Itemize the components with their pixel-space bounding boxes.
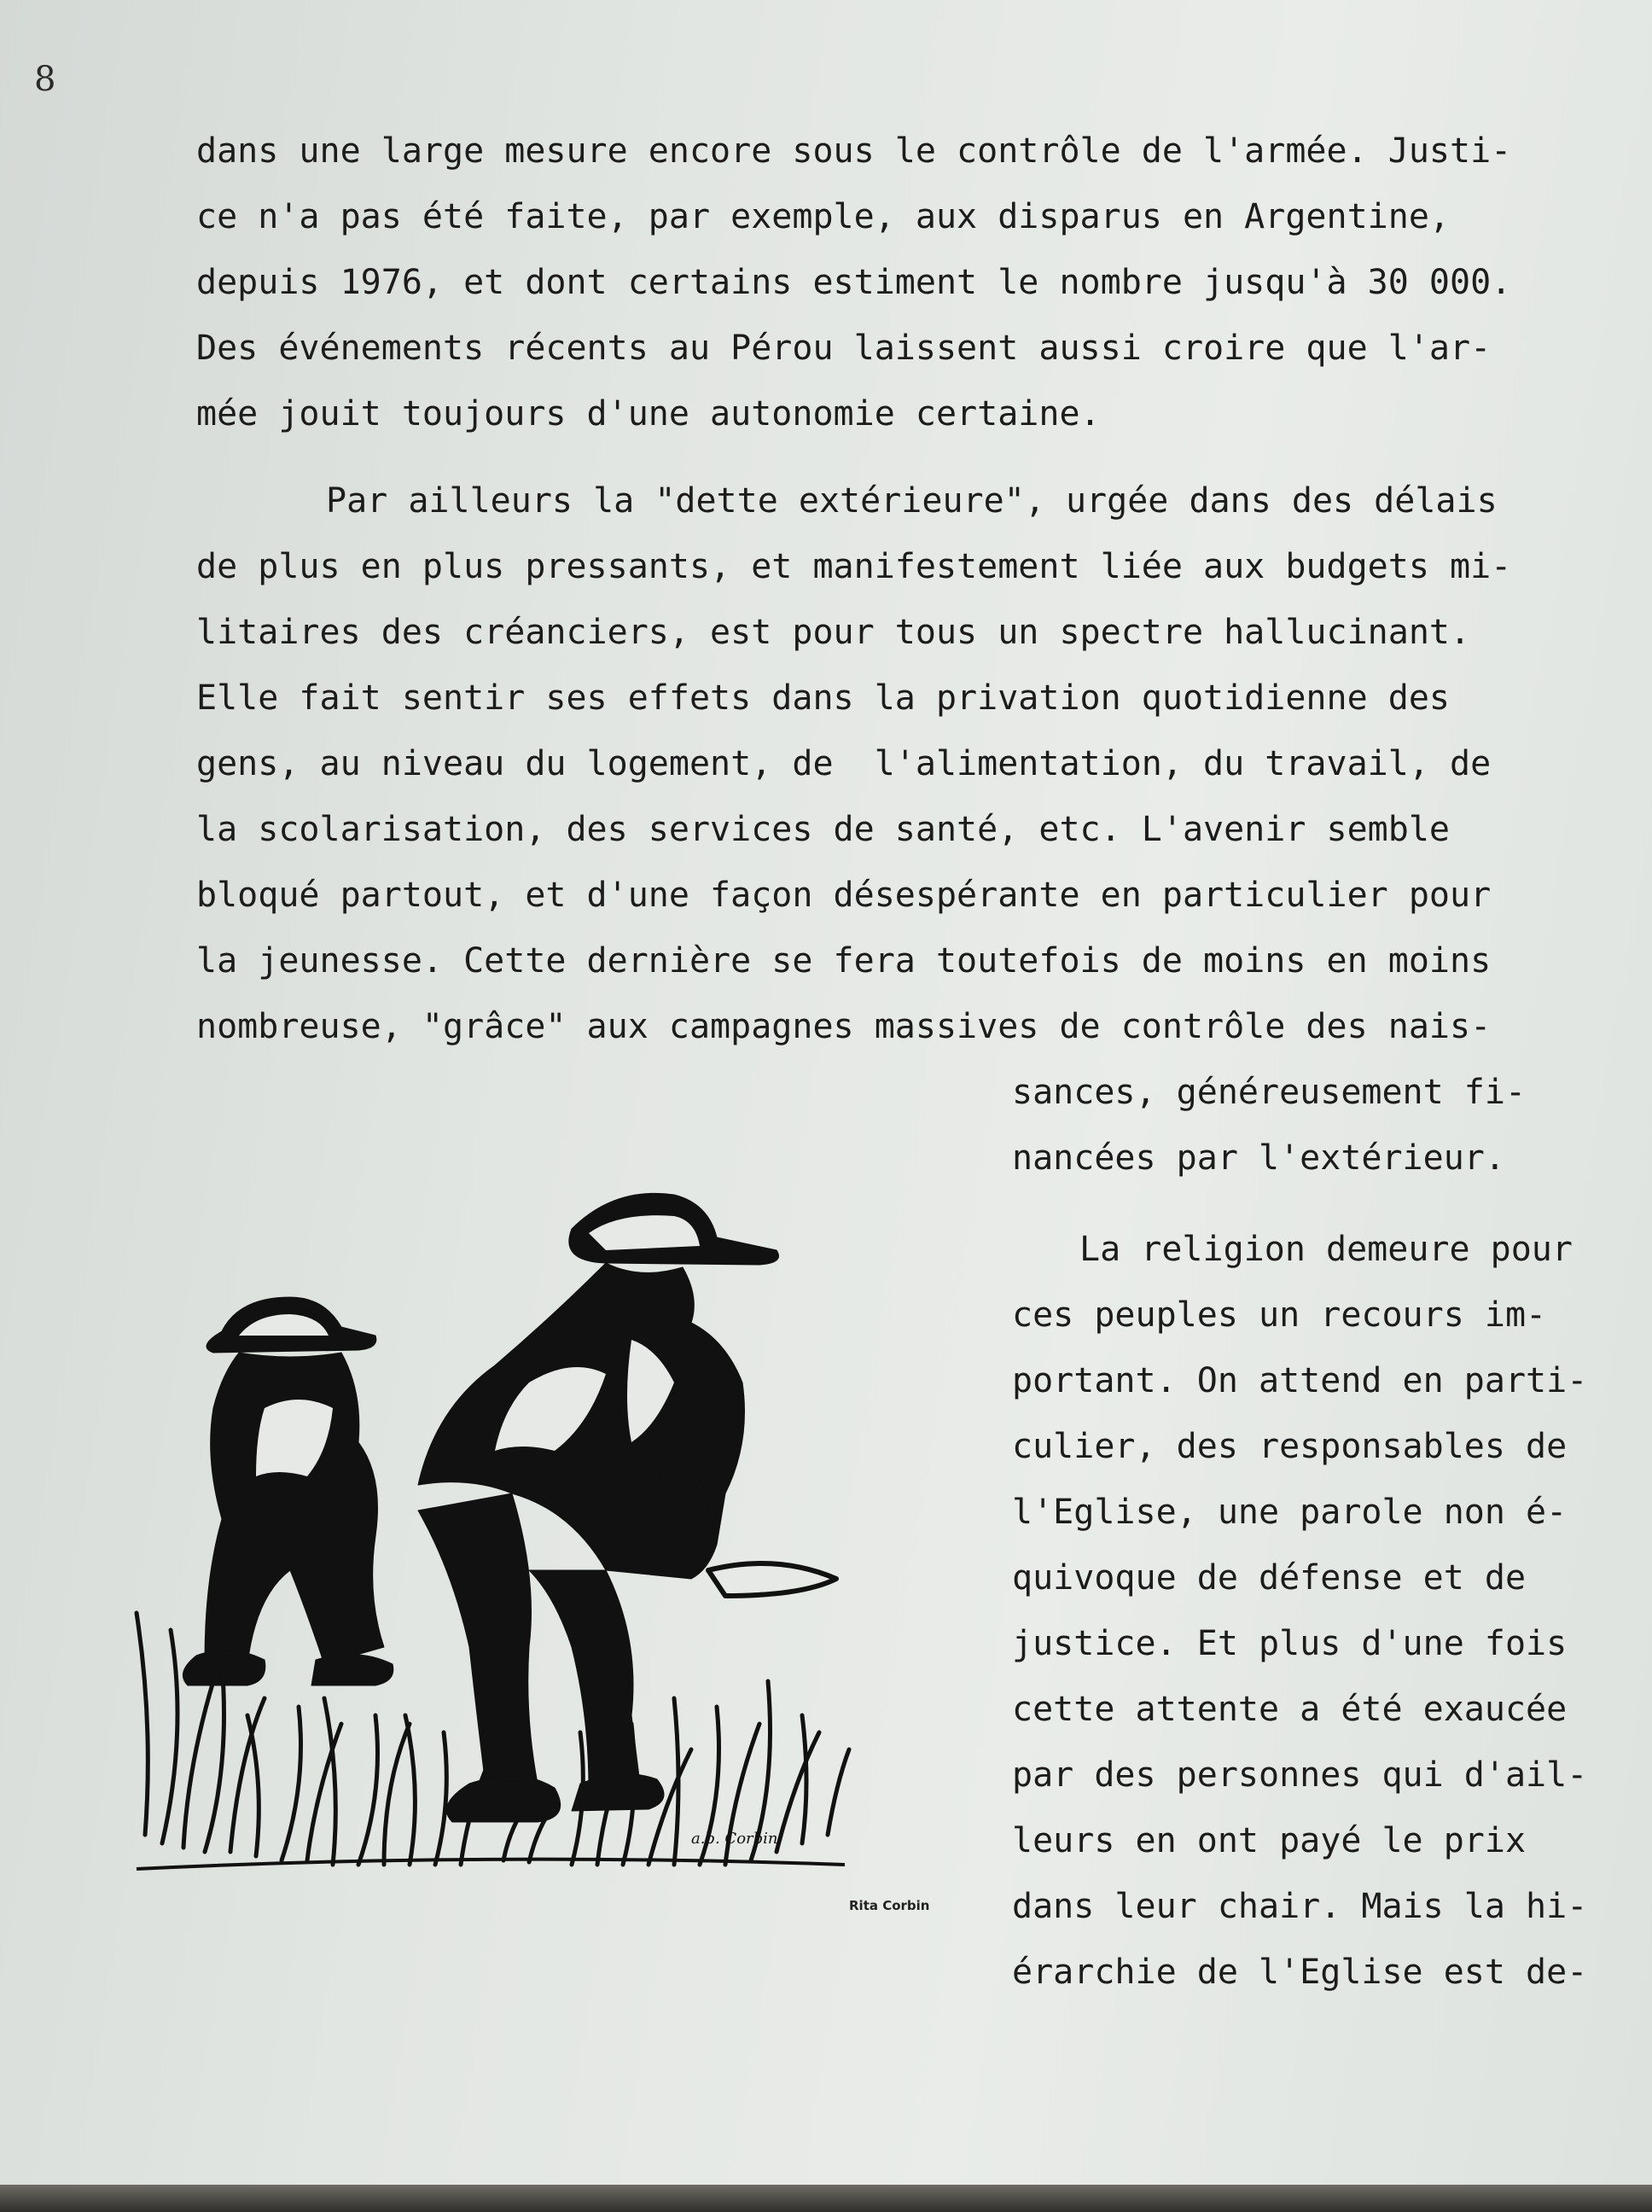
text-line: dans leur chair. Mais la hi- (1012, 1887, 1588, 1926)
text-line: bloqué partout, et d'une façon désespérante en particulier pour (196, 876, 1492, 915)
text-line: la scolarisation, des services de santé, etc. L'avenir semble (196, 810, 1451, 849)
text-line: nombreuse, "grâce" aux campagnes massives de contrôle des nais- (196, 1007, 1492, 1046)
text-line: érarchie de l'Eglise est de- (1012, 1953, 1588, 1992)
text-line: gens, au niveau du logement, de l'alimentation, du travail, de (196, 744, 1492, 783)
text-line: ces peuples un recours im- (1012, 1295, 1547, 1335)
text-line: leurs en ont payé le prix (1012, 1821, 1527, 1860)
text-line: culier, des responsables de (1012, 1427, 1568, 1466)
text-line: par des personnes qui d'ail- (1012, 1755, 1588, 1795)
text-line: justice. Et plus d'une fois (1012, 1624, 1568, 1663)
text-line: de plus en plus pressants, et manifestement liée aux budgets mi- (196, 547, 1512, 586)
text-line: Des événements récents au Pérou laissent aussi croire que l'ar- (196, 329, 1492, 368)
farmers-in-field-drawing-icon (128, 1169, 853, 1886)
text-line: dans une large mesure encore sous le contrôle de l'armée. Justi- (196, 131, 1512, 171)
text-line: cette attente a été exaucée (1012, 1690, 1568, 1729)
text-line: nancées par l'extérieur. (1012, 1138, 1505, 1178)
illustration-credit: Rita Corbin (849, 1898, 930, 1913)
text-line: Elle fait sentir ses effets dans la privation quotidienne des (196, 678, 1451, 718)
text-line: Par ailleurs la "dette extérieure", urgée dans des délais (326, 481, 1498, 521)
text-line: portant. On attend en parti- (1012, 1361, 1588, 1400)
text-line: l'Eglise, une parole non é- (1012, 1493, 1568, 1532)
text-line: ce n'a pas été faite, par exemple, aux disparus en Argentine, (196, 197, 1451, 236)
text-line: quivoque de défense et de (1012, 1558, 1527, 1598)
svg-text:a.b. Corbin: a.b. Corbin (691, 1830, 778, 1848)
text-line: depuis 1976, et dont certains estiment le nombre jusqu'à 30 000. (196, 263, 1512, 302)
text-line: mée jouit toujours d'une autonomie certaine. (196, 394, 1101, 434)
page-number: 8 (34, 60, 56, 99)
text-line: sances, généreusement fi- (1012, 1073, 1527, 1112)
text-line: litaires des créanciers, est pour tous un spectre hallucinant. (196, 613, 1471, 652)
text-line: la jeunesse. Cette dernière se fera toutefois de moins en moins (196, 941, 1492, 981)
page-bottom-edge (0, 2185, 1652, 2212)
text-line: La religion demeure pour (1079, 1230, 1573, 1269)
